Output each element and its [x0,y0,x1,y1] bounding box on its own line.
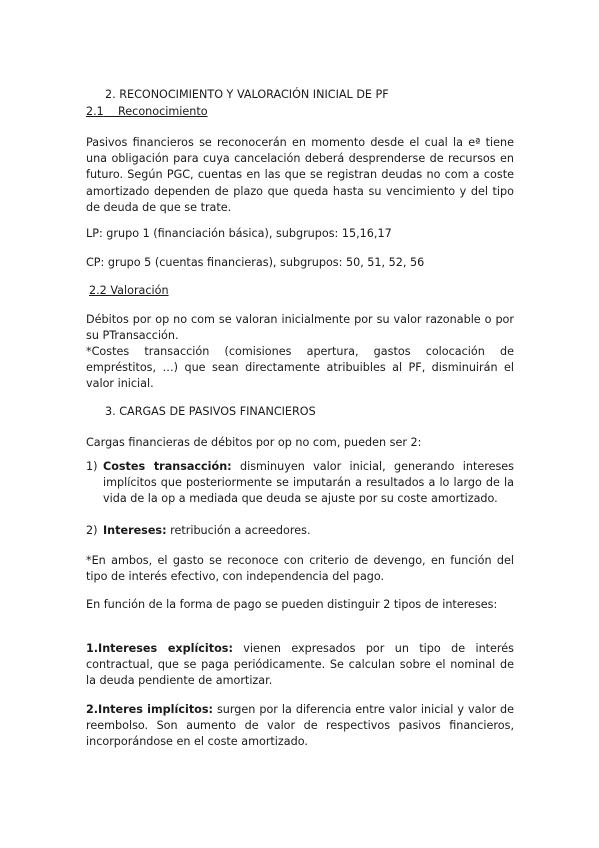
subsection-2-2-title: 2.2 Valoración [89,284,169,297]
list-item-bold-label: Intereses: [103,524,167,537]
paragraph-tipos-intereses: En función de la forma de pago se pueden distinguir 2 tipos de intereses: [86,598,498,611]
subsection-2-1-gap [104,105,118,118]
list-item-number: 1) [86,460,98,473]
paragraph-intereses-implicitos [86,702,514,751]
paragraph-devengo-note: *En ambos, el gasto se reconoce con criterio de devengo, en función del tipo de interés efectivo, con independencia del pago. [86,554,514,584]
list-item [86,459,514,508]
explicit-text: vienen expresados por un tipo de interés contractual, que se paga periódicamente. Se calculan sobre el nominal de la deuda pendiente de amortizar. [86,642,514,688]
section-2-heading-text: 2. RECONOCIMIENTO Y VALORACIÓN INICIAL DE PF [105,88,389,101]
paragraph-reconocimiento: Pasivos financieros se reconocerán en momento desde el cual la eª tiene una obligación para cuya cancelación deberá desprenderse de recursos en futuro. Según PGC, cuentas en las que se registran deudas no com a coste amortizado dependen de plazo que queda hasta su vencimiento y del tipo de deuda de que se trate. [86,136,514,214]
subsection-2-1-heading [86,104,514,120]
paragraph-intereses-explicitos [86,641,514,690]
list-item-number: 2) [86,524,98,537]
paragraph-valoracion: Débitos por op no com se valoran inicialmente por su valor razonable o por su PTransacción. [86,313,514,343]
subsection-2-2-heading [89,283,517,299]
list-item [86,523,514,539]
implicit-bold-label: 2.Interes implícitos: [86,703,213,716]
list-item-body [86,459,514,508]
section-3-heading [105,404,533,420]
paragraph-lp-groups: LP: grupo 1 (financiación básica), subgrupos: 15,16,17 [86,227,392,240]
section-3-heading-text: 3. CARGAS DE PASIVOS FINANCIEROS [105,405,316,418]
list-item-text: disminuyen valor inicial, generando intereses implícitos que posteriormente se imputarán a resultados a lo largo de la vida de la op a mediada que deuda se ajuste por su coste amortizado. [103,460,514,506]
implicit-text: surgen por la diferencia entre valor inicial y valor de reembolso. Son aumento de valor de respectivos pasivos financieros, incorporándose en el coste amortizado. [86,703,515,749]
paragraph-cp-groups: CP: grupo 5 (cuentas financieras), subgrupos: 50, 51, 52, 56 [86,256,425,269]
subsection-2-1-number: 2.1 [86,105,104,118]
paragraph-costes-transaccion: *Costes transacción (comisiones apertura, gastos colocación de empréstitos, …) que sean directamente atribuibles al PF, disminuirán el valor inicial. [86,345,514,391]
list-item-body [86,523,514,539]
explicit-bold-label: 1.Intereses explícitos: [86,642,233,655]
subsection-2-1-title: Reconocimiento [118,105,208,118]
list-item-text: retribución a acreedores. [166,524,311,537]
section-2-heading [105,87,533,103]
paragraph-cargas-intro: Cargas financieras de débitos por op no com, pueden ser 2: [86,436,422,449]
list-item-bold-label: Costes transacción: [103,460,232,473]
